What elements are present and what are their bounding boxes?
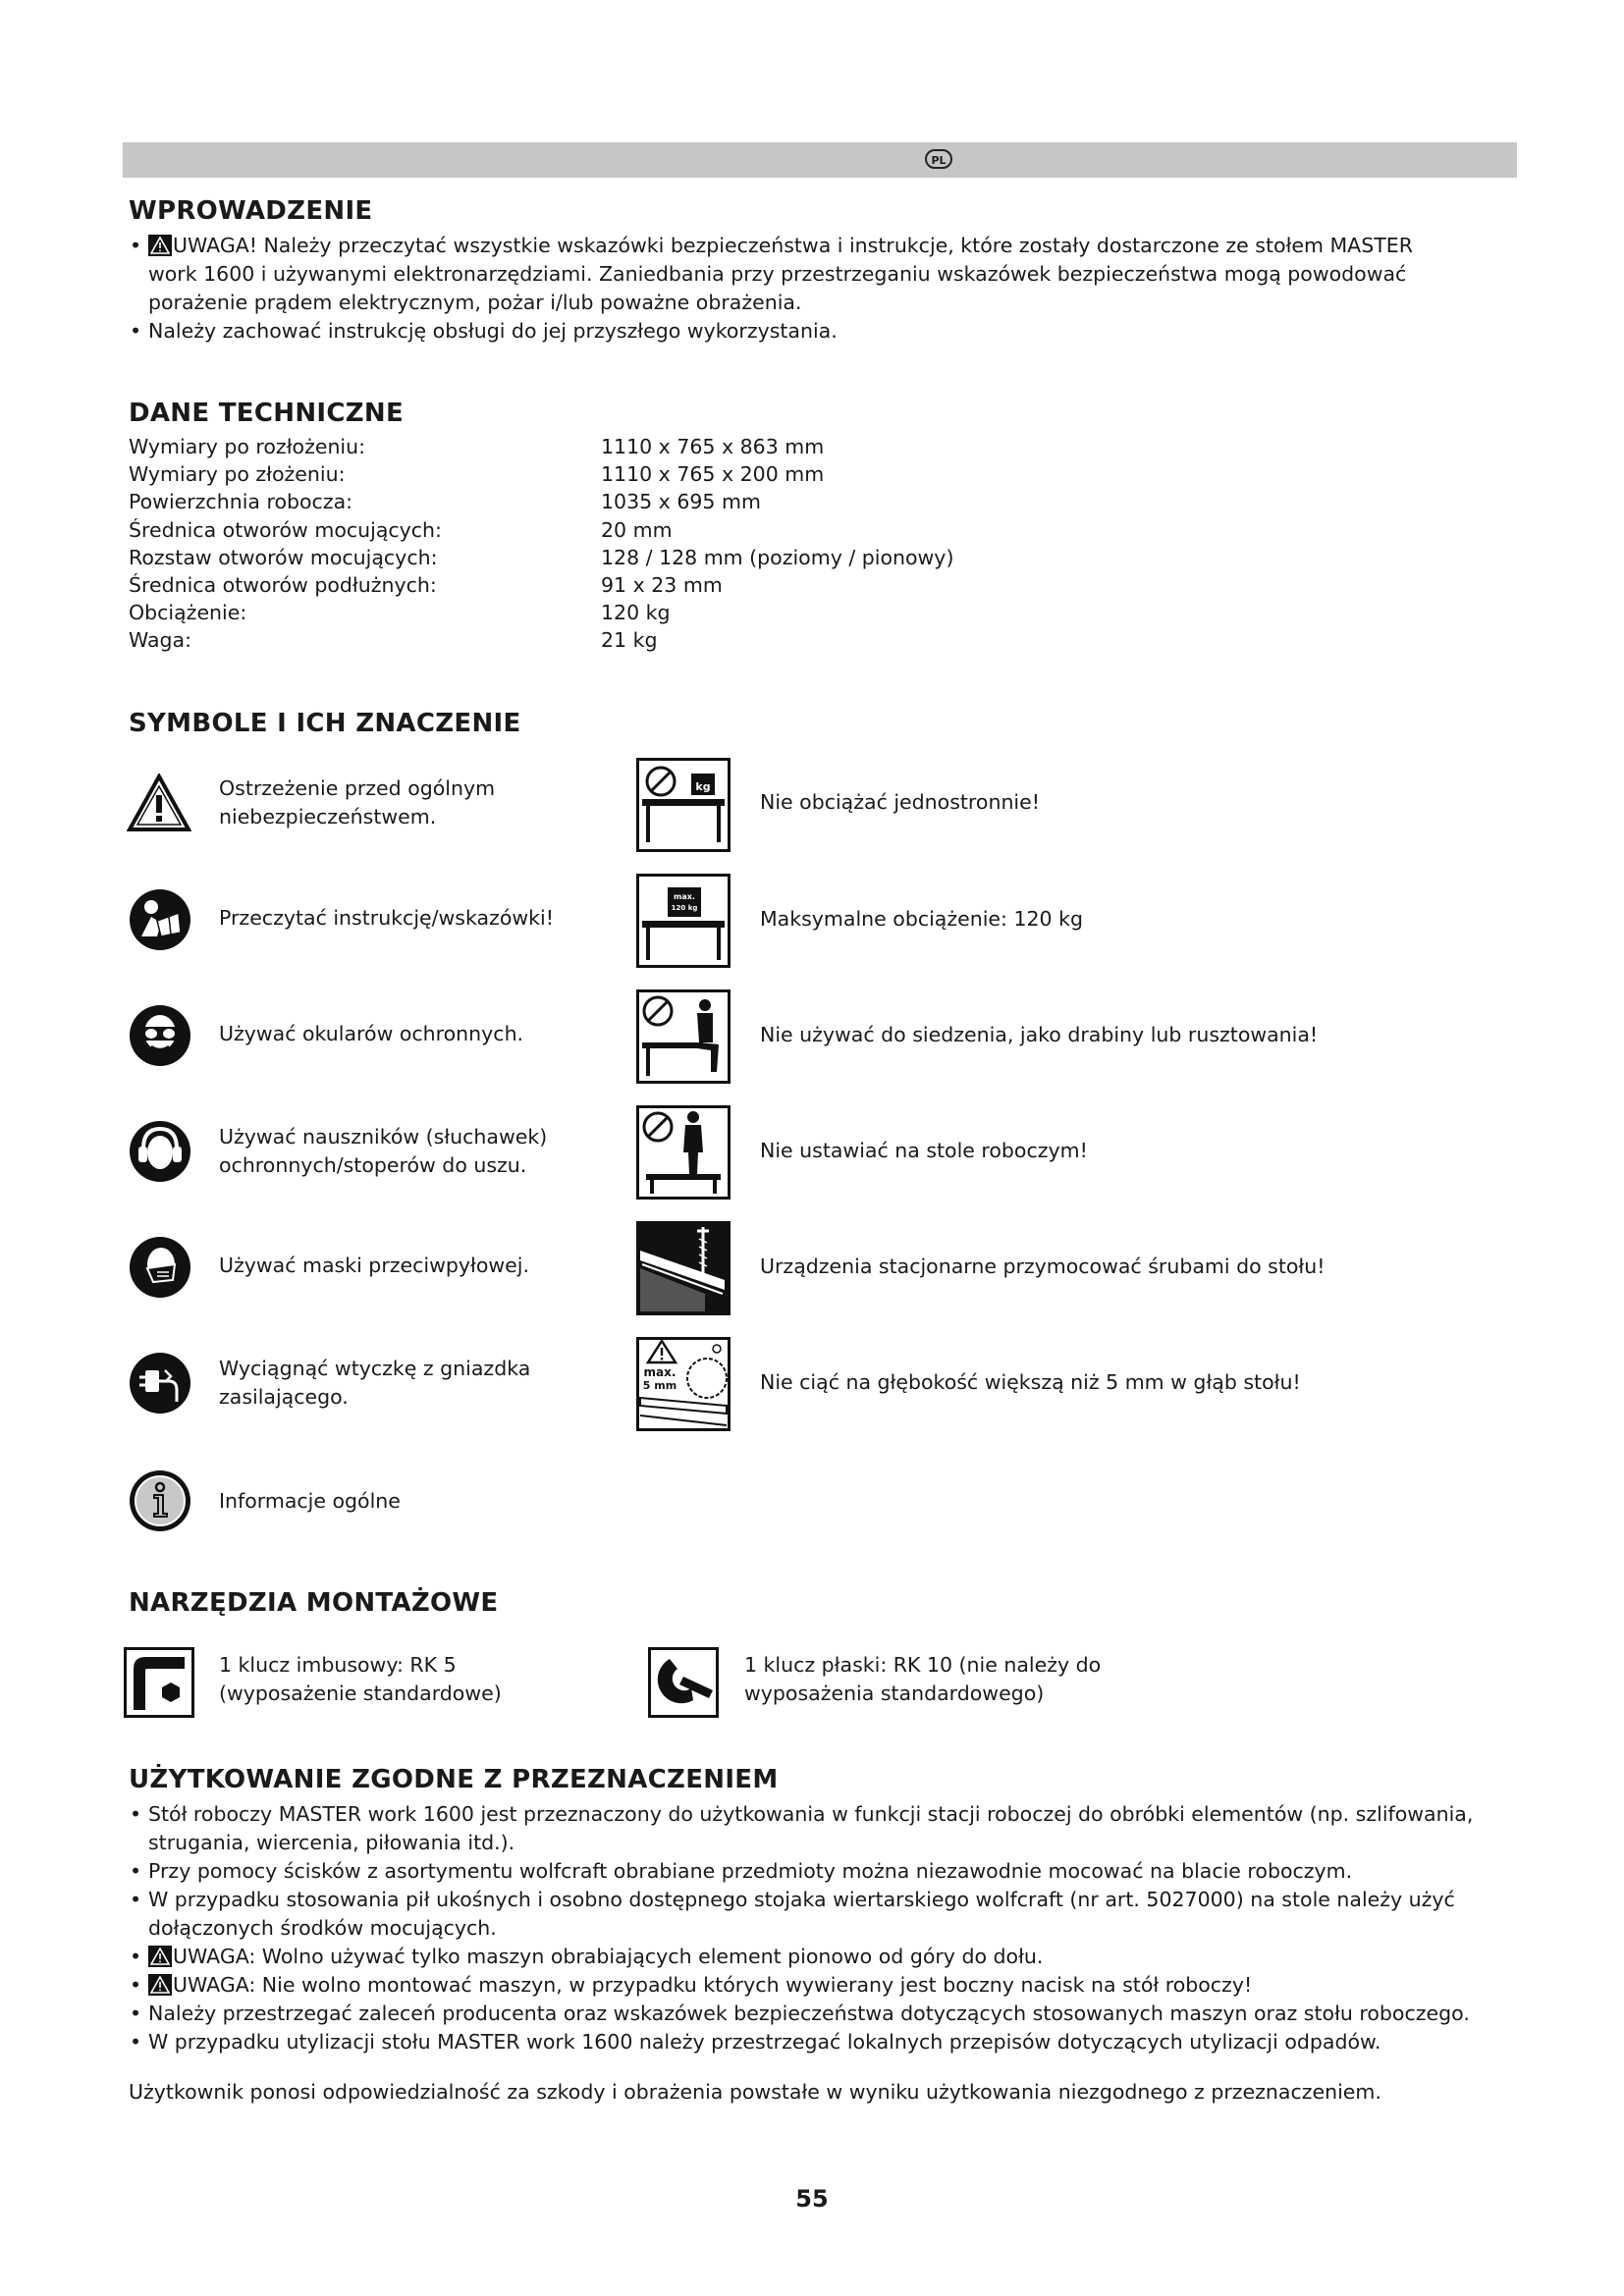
- usage-item: [129, 1857, 1503, 1886]
- spec-row: [129, 460, 953, 488]
- symbol-label: Maksymalne obciążenie: 120 kg: [760, 907, 1083, 931]
- warning-icon: [148, 1946, 172, 1967]
- spec-row: [129, 599, 953, 626]
- flat-key-label: 1 klucz płaski: RK 10 (nie należy do wyposażenia standardowego): [744, 1653, 1102, 1705]
- spec-label: Powierzchnia robocza:: [129, 490, 353, 514]
- no-standing-icon: [636, 1105, 731, 1200]
- technical-specs: [129, 433, 953, 655]
- spec-label: Średnica otworów podłużnych:: [129, 573, 437, 598]
- intro-keep-text: Należy zachować instrukcję obsługi do jej przyszłego wykorzystania.: [148, 319, 838, 343]
- warning-icon: [148, 235, 172, 256]
- symbol-label: Używać nauszników (słuchawek) ochronnych/stoperów do uszu.: [219, 1125, 548, 1177]
- max-depth-icon: [636, 1337, 731, 1431]
- usage-text: Stół roboczy MASTER work 1600 jest przeznaczony do użytkowania w funkcji stacji roboczej do obróbki elementów (np. szlifowania, strugania, wiercenia, piłowania itd.).: [148, 1802, 1474, 1854]
- spec-value: 21 kg: [601, 628, 658, 653]
- warning-icon: [148, 1974, 172, 1996]
- symbol-label: Używać okularów ochronnych.: [219, 1022, 524, 1045]
- tools-heading: NARZĘDZIA MONTAŻOWE: [129, 1588, 499, 1618]
- intro-list: [129, 232, 1435, 346]
- symbol-label: Przeczytać instrukcję/wskazówki!: [219, 906, 554, 930]
- usage-text: W przypadku utylizacji stołu MASTER work 1600 należy przestrzegać lokalnych przepisów dotyczących utylizacji odpadów.: [148, 2030, 1381, 2054]
- depth-max-text: max.: [643, 1365, 677, 1379]
- kg-text: kg: [695, 780, 711, 793]
- usage-item: [129, 2028, 1503, 2056]
- spec-row: [129, 488, 953, 515]
- spec-value: 1110 x 765 x 863 mm: [601, 435, 825, 458]
- usage-text: UWAGA: Nie wolno montować maszyn, w przypadku których wywierany jest boczny nacisk na stół roboczy!: [173, 1973, 1253, 1997]
- usage-item: [129, 1943, 1503, 1971]
- depth-mm-text: 5 mm: [642, 1379, 677, 1392]
- spec-row: [129, 626, 953, 654]
- spec-value: 20 mm: [601, 517, 673, 542]
- symbol-label: Nie używać do siedzenia, jako drabiny lub rusztowania!: [760, 1023, 1319, 1046]
- information-icon: [128, 1468, 192, 1533]
- usage-text: W przypadku stosowania pił ukośnych i osobno dostępnego stojaka wiertarskiego wolfcraft (nr art. 5027000) na stole należy użyć dołączonych środków mocujących.: [148, 1888, 1455, 1940]
- usage-list: [129, 1800, 1503, 2056]
- no-one-sided-load-icon: [636, 758, 731, 852]
- spec-row: [129, 544, 953, 571]
- symbol-label: Informacje ogólne: [219, 1489, 401, 1513]
- usage-text: Należy przestrzegać zaleceń producenta oraz wskazówek bezpieczeństwa dotyczących stosowanych maszyn oraz stołu roboczego.: [148, 2002, 1470, 2025]
- intro-heading: WPROWADZENIE: [129, 196, 373, 226]
- technical-heading: DANE TECHNICZNE: [129, 399, 405, 428]
- symbol-label: Nie ciąć na głębokość większą niż 5 mm w głąb stołu!: [760, 1370, 1301, 1394]
- intro-keep-item: [129, 317, 1435, 346]
- spec-value: 120 kg: [601, 601, 671, 625]
- usage-footer-note: Użytkownik ponosi odpowiedzialność za szkody i obrażenia powstałe w wyniku użytkowania niezgodnego z przeznaczeniem.: [129, 2080, 1381, 2104]
- no-sitting-icon: [636, 989, 731, 1084]
- hex-key-icon: [124, 1647, 194, 1718]
- symbol-label: Urządzenia stacjonarne przymocować śrubami do stołu!: [760, 1255, 1326, 1278]
- language-bar: [123, 142, 1517, 178]
- usage-item: [129, 1800, 1503, 1857]
- spec-label: Waga:: [129, 628, 192, 653]
- spec-value: 1110 x 765 x 200 mm: [601, 462, 825, 487]
- safety-goggles-icon: [128, 1003, 192, 1068]
- symbols-heading: SYMBOLE I ICH ZNACZENIE: [129, 709, 521, 738]
- symbol-label: Używać maski przeciwpyłowej.: [219, 1254, 529, 1277]
- spec-value: 1035 x 695 mm: [601, 490, 761, 514]
- unplug-icon: [128, 1351, 192, 1415]
- intro-warning-text: UWAGA! Należy przeczytać wszystkie wskazówki bezpieczeństwa i instrukcje, które zostały dostarczone ze stołem MASTER work 1600 i używanymi elektronarzędziami. Zaniedbania przy przestrzeganiu wskazówek bezpieczeństwa mogą powodować porażenie prądem elektrycznym, pożar i/lub poważne obrażenia.: [148, 234, 1413, 314]
- max-load-icon: [636, 874, 731, 968]
- spec-value: 91 x 23 mm: [601, 573, 723, 598]
- usage-item: [129, 2000, 1503, 2028]
- spec-row: [129, 433, 953, 460]
- symbol-label: Wyciągnąć wtyczkę z gniazdka zasilającego.: [219, 1357, 531, 1409]
- symbol-label: Nie ustawiać na stole roboczym!: [760, 1139, 1088, 1162]
- read-manual-icon: [128, 887, 192, 952]
- spec-label: Wymiary po złożeniu:: [129, 462, 346, 487]
- flat-spanner-icon: [648, 1647, 719, 1718]
- page-number: 55: [795, 2185, 829, 2213]
- spec-label: Wymiary po rozłożeniu:: [129, 435, 366, 458]
- usage-item: [129, 1886, 1503, 1943]
- hex-key-label: 1 klucz imbusowy: RK 5 (wyposażenie standardowe): [219, 1653, 502, 1705]
- symbol-label: Ostrzeżenie przed ogólnym niebezpieczeństwem.: [219, 776, 496, 828]
- max-load-text: 120 kg: [671, 904, 698, 912]
- spec-row: [129, 571, 953, 599]
- language-badge: PL: [925, 149, 952, 169]
- screw-fix-icon: [636, 1221, 731, 1315]
- max-text: max.: [674, 892, 695, 901]
- usage-text: Przy pomocy ścisków z asortymentu wolfcraft obrabiane przedmioty można niezawodnie mocować na blacie roboczym.: [148, 1859, 1353, 1883]
- dust-mask-icon: [128, 1235, 192, 1300]
- general-danger-warning-icon: [127, 774, 191, 832]
- symbol-label: Nie obciążać jednostronnie!: [760, 790, 1040, 814]
- usage-heading: UŻYTKOWANIE ZGODNE Z PRZEZNACZENIEM: [129, 1765, 779, 1794]
- spec-row: [129, 516, 953, 544]
- spec-label: Średnica otworów mocujących:: [129, 517, 442, 542]
- spec-label: Rozstaw otworów mocujących:: [129, 545, 438, 569]
- usage-text: UWAGA: Wolno używać tylko maszyn obrabiających element pionowo od góry do dołu.: [173, 1945, 1044, 1968]
- intro-warning-item: [129, 232, 1435, 317]
- usage-item: [129, 1971, 1503, 2000]
- spec-value: 128 / 128 mm (poziomy / pionowy): [601, 545, 954, 569]
- ear-protection-icon: [128, 1119, 192, 1184]
- spec-label: Obciążenie:: [129, 601, 247, 625]
